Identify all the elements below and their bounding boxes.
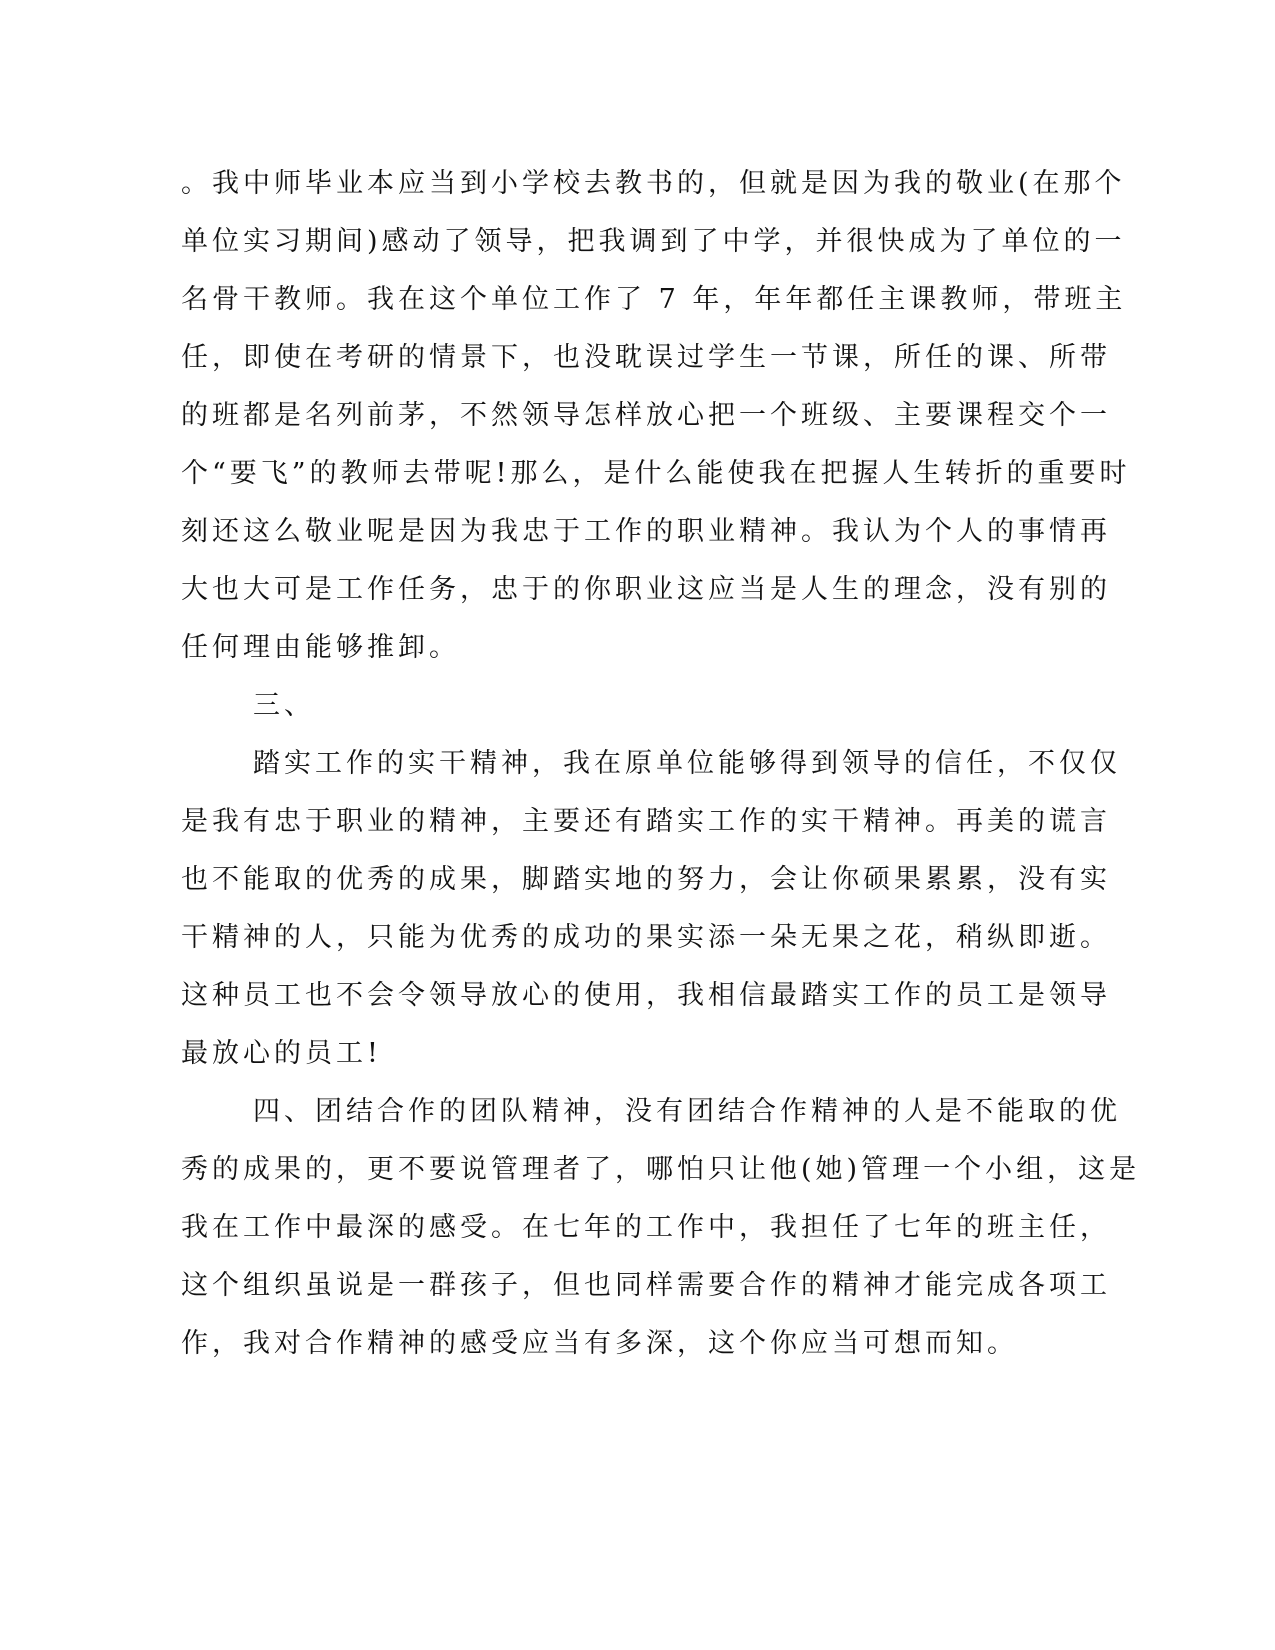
text-line: 四、团结合作的团队精神，没有团结合作精神的人是不能取的优 xyxy=(253,1096,1121,1127)
text-line: 任何理由能够推卸。 xyxy=(181,632,460,663)
section-number: 三、 xyxy=(253,690,315,721)
text-line: 这种员工也不会令领导放心的使用，我相信最踏实工作的员工是领导 xyxy=(181,980,1111,1011)
text-line: 最放心的员工! xyxy=(181,1038,382,1069)
text-line: 个“要飞”的教师去带呢!那么，是什么能使我在把握人生转折的重要时 xyxy=(181,458,1131,489)
text-line: 踏实工作的实干精神，我在原单位能够得到领导的信任，不仅仅 xyxy=(253,748,1121,779)
paragraph-4 xyxy=(181,1083,1141,1373)
text-line: 是我有忠于职业的精神，主要还有踏实工作的实干精神。再美的谎言 xyxy=(181,806,1111,837)
text-line: 。我中师毕业本应当到小学校去教书的，但就是因为我的敬业(在那个 xyxy=(181,168,1126,199)
text-line: 任，即使在考研的情景下，也没耽误过学生一节课，所任的课、所带 xyxy=(181,342,1111,373)
text-line: 单位实习期间)感动了领导，把我调到了中学，并很快成为了单位的一 xyxy=(181,226,1126,257)
document-body xyxy=(181,155,1141,1373)
text-line: 我在工作中最深的感受。在七年的工作中，我担任了七年的班主任， xyxy=(181,1212,1111,1243)
text-line: 也不能取的优秀的成果，脚踏实地的努力，会让你硕果累累，没有实 xyxy=(181,864,1111,895)
text-line: 秀的成果的，更不要说管理者了，哪怕只让他(她)管理一个小组，这是 xyxy=(181,1154,1141,1185)
text-line: 的班都是名列前茅，不然领导怎样放心把一个班级、主要课程交个一 xyxy=(181,400,1111,431)
text-line: 这个组织虽说是一群孩子，但也同样需要合作的精神才能完成各项工 xyxy=(181,1270,1111,1301)
paragraph-1 xyxy=(181,155,1131,677)
section-heading-3 xyxy=(181,677,1041,735)
paragraph-3 xyxy=(181,735,1121,1083)
text-line: 干精神的人，只能为优秀的成功的果实添一朵无果之花，稍纵即逝。 xyxy=(181,922,1111,953)
text-line: 作，我对合作精神的感受应当有多深，这个你应当可想而知。 xyxy=(181,1328,1018,1359)
text-line: 刻还这么敬业呢是因为我忠于工作的职业精神。我认为个人的事情再 xyxy=(181,516,1111,547)
text-line: 名骨干教师。我在这个单位工作了 7 年，年年都任主课教师，带班主 xyxy=(181,284,1127,315)
text-line: 大也大可是工作任务，忠于的你职业这应当是人生的理念，没有别的 xyxy=(181,574,1111,605)
